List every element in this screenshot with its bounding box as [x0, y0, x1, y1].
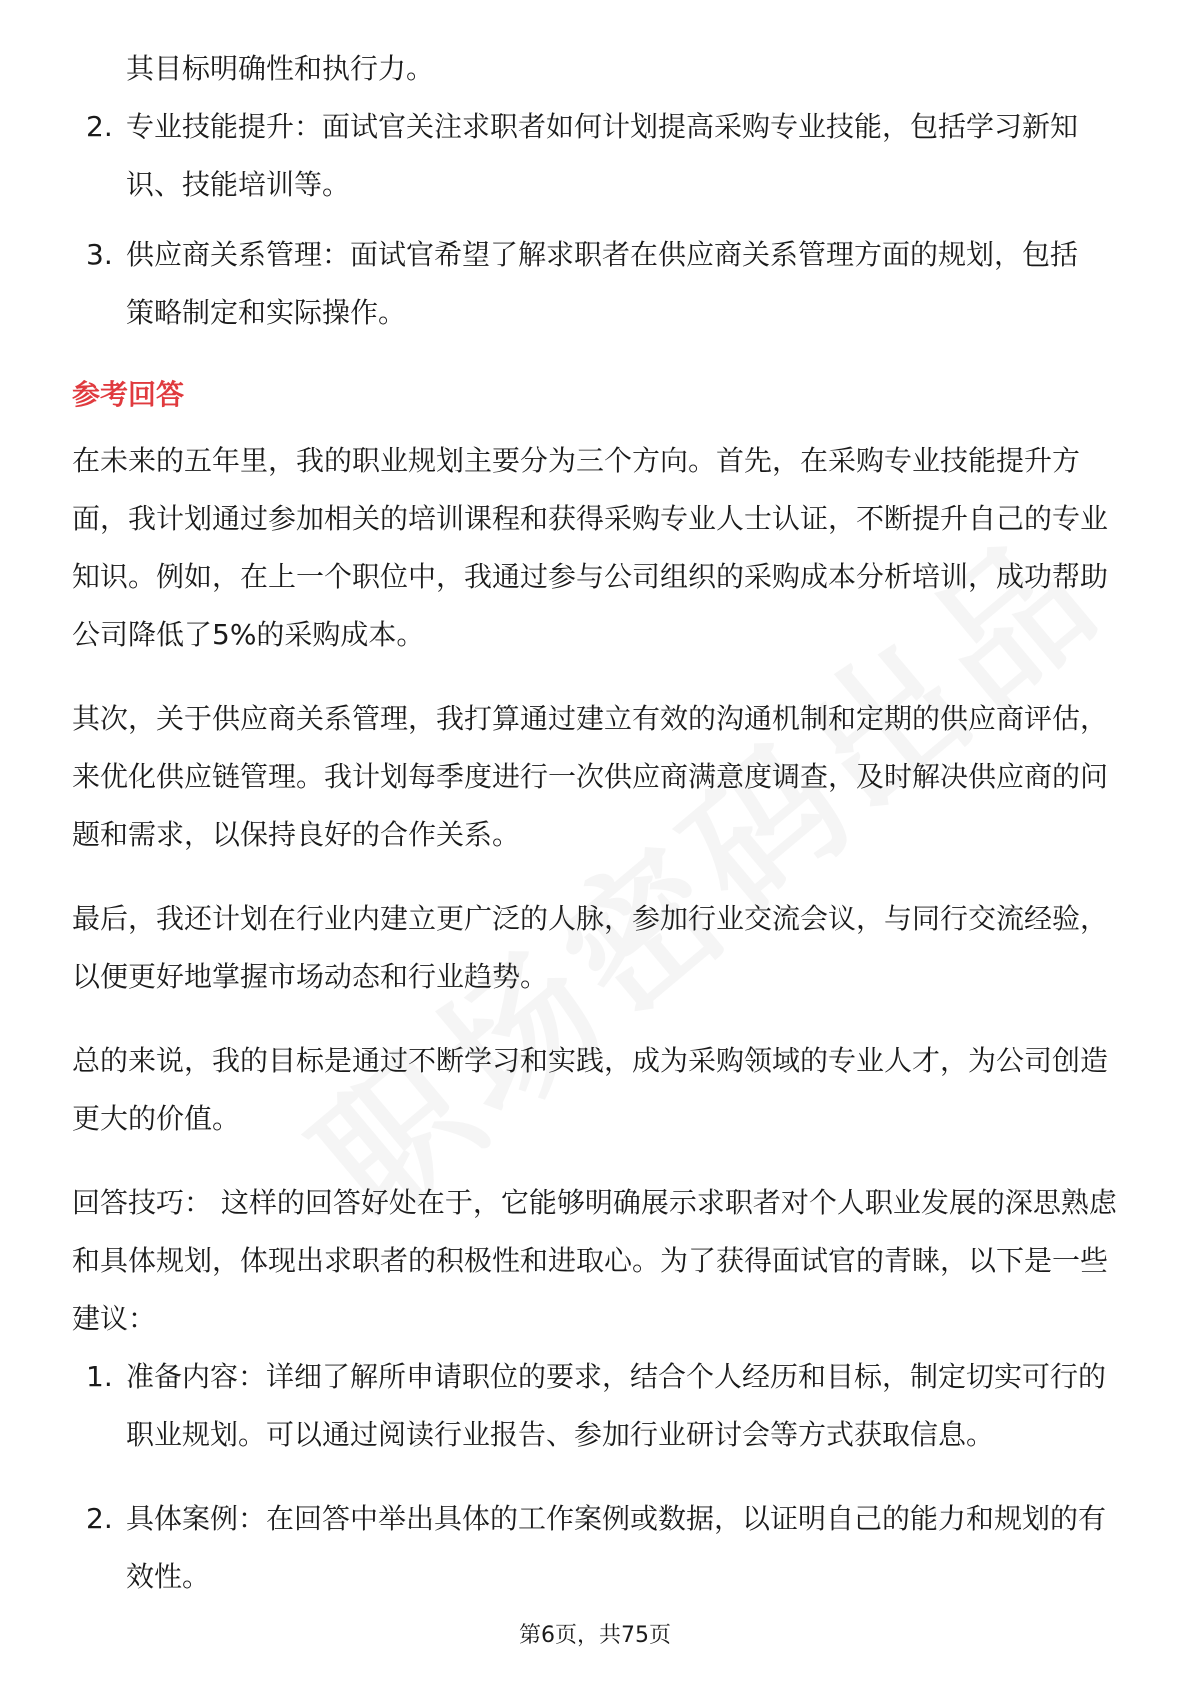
paragraph: 最后，我还计划在行业内建立更广泛的人脉，参加行业交流会议，与同行交流经验，以便更好地掌握市场动态和行业趋势。 [72, 902, 1109, 993]
list-number: 2. [86, 110, 113, 143]
paragraph: 总的来说，我的目标是通过不断学习和实践，成为采购领域的专业人才，为公司创造更大的价值。 [72, 1044, 1109, 1135]
list-item [72, 98, 1122, 214]
page-number: 第6页，共75页 [519, 1623, 671, 1648]
list-number: 1. [86, 1360, 113, 1393]
list-item-text: 具体案例：在回答中举出具体的工作案例或数据，以证明自己的能力和规划的有效性。 [126, 1502, 1107, 1593]
criteria-list [72, 98, 1122, 342]
list-item-text: 专业技能提升：面试官关注求职者如何计划提高采购专业技能，包括学习新知 [126, 110, 1079, 143]
section-title: 参考回答 [72, 378, 185, 411]
list-number: 3. [86, 238, 113, 271]
list-item-text: 策略制定和实际操作。 [126, 296, 407, 329]
paragraph: 在未来的五年里，我的职业规划主要分为三个方向。首先，在采购专业技能提升方面，我计划通过参加相关的培训课程和获得采购专业人士认证，不断提升自己的专业知识。例如，在上一个职位中，我通过参与公司组织的采购成本分析培训，成功帮助公司降低了5%的采购成本。 [72, 444, 1109, 651]
list-number: 2. [86, 1502, 113, 1535]
list-item [72, 226, 1122, 342]
list-item-text: 准备内容：详细了解所申请职位的要求，结合个人经历和目标，制定切实可行的职业规划。可以通过阅读行业报告、参加行业研讨会等方式获取信息。 [126, 1360, 1107, 1451]
list-item-text: 供应商关系管理：面试官希望了解求职者在供应商关系管理方面的规划，包括 [126, 238, 1079, 271]
paragraph: 回答技巧： 这样的回答好处在于，它能够明确展示求职者对个人职业发展的深思熟虑和具体规划，体现出求职者的积极性和进取心。为了获得面试官的青睐，以下是一些建议： [72, 1186, 1117, 1335]
page-content [72, 40, 1122, 1606]
list-item-text: 识、技能培训等。 [126, 168, 351, 201]
continued-text: 其目标明确性和执行力。 [126, 52, 435, 85]
paragraph: 其次，关于供应商关系管理，我打算通过建立有效的沟通机制和定期的供应商评估，来优化供应链管理。我计划每季度进行一次供应商满意度调查，及时解决供应商的问题和需求，以保持良好的合作关系。 [72, 702, 1109, 851]
tips-list [72, 1348, 1122, 1606]
list-item [72, 1348, 1122, 1464]
list-item [72, 1490, 1122, 1606]
